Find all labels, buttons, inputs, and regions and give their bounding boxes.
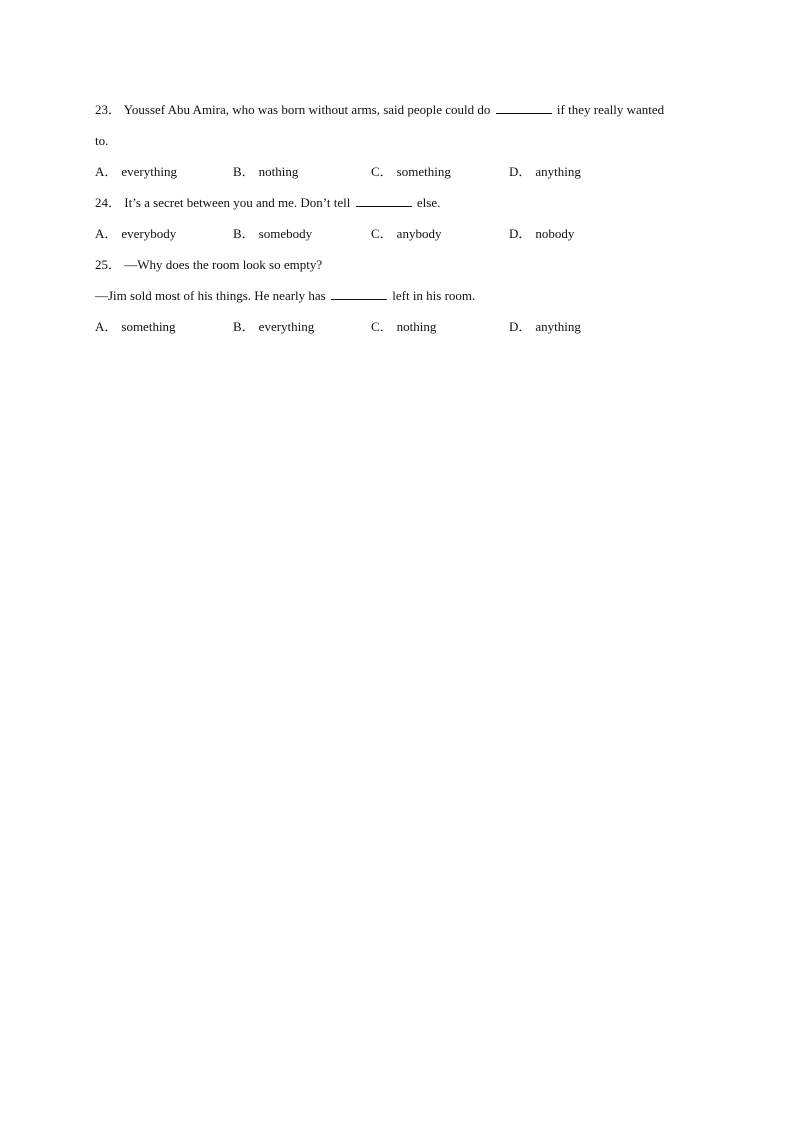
question-25-stem — [95, 255, 705, 286]
question-number: 25． — [95, 257, 122, 272]
question-text: —Jim sold most of his things. He nearly has — [95, 288, 326, 303]
option-letter: A． — [95, 226, 118, 241]
option-b — [233, 224, 312, 244]
option-letter: C． — [371, 164, 393, 179]
question-23-options — [95, 162, 705, 193]
question-25-dialogue-reply — [95, 286, 705, 317]
option-c — [371, 317, 436, 337]
option-text: somebody — [258, 226, 313, 241]
option-a — [95, 317, 176, 337]
question-23-stem-continued — [95, 131, 705, 162]
option-letter: A． — [95, 319, 118, 334]
option-text: something — [121, 319, 176, 334]
question-24-stem — [95, 193, 705, 224]
option-letter: C． — [371, 226, 393, 241]
option-text: anything — [535, 319, 581, 334]
question-list — [95, 100, 705, 348]
option-letter: D． — [509, 164, 532, 179]
question-number: 23． — [95, 102, 122, 117]
option-letter: B． — [233, 164, 255, 179]
option-text: nothing — [258, 164, 299, 179]
option-d — [509, 162, 581, 182]
answer-blank — [331, 286, 387, 300]
option-text: nothing — [396, 319, 437, 334]
question-text: —Why does the room look so empty? — [124, 257, 323, 272]
option-text: everything — [258, 319, 315, 334]
option-c — [371, 224, 441, 244]
option-text: something — [396, 164, 451, 179]
question-text: else. — [416, 195, 441, 210]
option-letter: B． — [233, 226, 255, 241]
option-text: everything — [121, 164, 177, 179]
question-23-stem — [95, 100, 705, 131]
option-letter: D． — [509, 226, 532, 241]
option-d — [509, 317, 581, 337]
option-text: anything — [535, 164, 581, 179]
option-text: everybody — [121, 226, 177, 241]
option-b — [233, 317, 314, 337]
question-text: left in his room. — [392, 288, 476, 303]
option-text: nobody — [535, 226, 575, 241]
question-number: 24． — [95, 195, 122, 210]
question-24-options — [95, 224, 705, 255]
option-letter: D． — [509, 319, 532, 334]
option-a — [95, 224, 176, 244]
option-letter: A． — [95, 164, 118, 179]
question-text: It’s a secret between you and me. Don’t tell — [124, 195, 351, 210]
option-b — [233, 162, 298, 182]
answer-blank — [356, 193, 412, 207]
option-letter: C． — [371, 319, 393, 334]
question-text: to. — [95, 133, 109, 148]
option-c — [371, 162, 451, 182]
option-letter: B． — [233, 319, 255, 334]
option-d — [509, 224, 574, 244]
answer-blank — [496, 100, 552, 114]
option-text: anybody — [396, 226, 442, 241]
question-text: if they really wanted — [556, 102, 665, 117]
question-25-options — [95, 317, 705, 348]
option-a — [95, 162, 177, 182]
question-text: Youssef Abu Amira, who was born without arms, said people could do — [123, 102, 491, 117]
